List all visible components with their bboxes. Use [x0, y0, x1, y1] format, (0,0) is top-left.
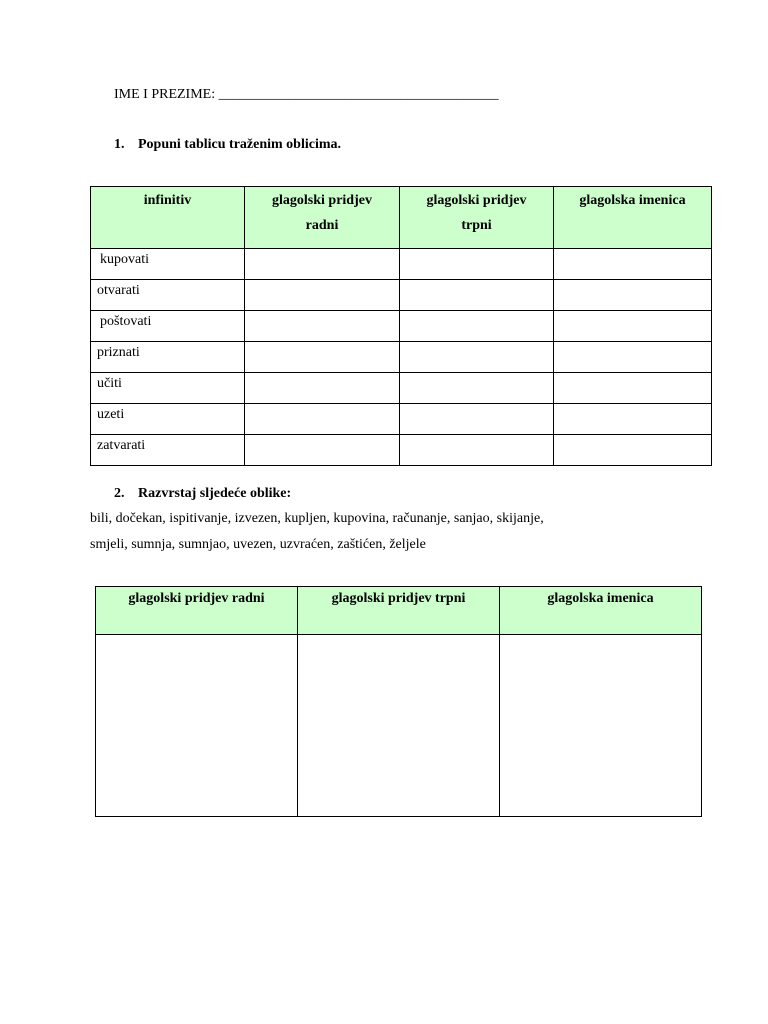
- answer-cell[interactable]: [245, 280, 400, 311]
- answer-cell[interactable]: [298, 635, 500, 817]
- answer-cell[interactable]: [400, 280, 554, 311]
- answer-cell[interactable]: [245, 249, 400, 280]
- word-list-line-1: bili, dočekan, ispitivanje, izvezen, kupljen, kupovina, računanje, sanjao, skijanje,: [90, 511, 544, 526]
- table-header-row: [91, 187, 712, 249]
- task1-heading: [114, 137, 341, 153]
- table-row: [91, 280, 712, 311]
- task2-heading: [114, 486, 291, 502]
- task1-title: Popuni tablicu traženim oblicima.: [138, 137, 341, 152]
- answer-cell[interactable]: [245, 373, 400, 404]
- task2-number: 2.: [114, 486, 125, 501]
- answer-cell[interactable]: [245, 435, 400, 466]
- header-verbal-noun: glagolska imenica: [500, 587, 702, 635]
- answer-cell[interactable]: [245, 342, 400, 373]
- table-row: [96, 635, 702, 817]
- answer-cell[interactable]: [554, 404, 712, 435]
- answer-cell[interactable]: [400, 249, 554, 280]
- sorting-table: [95, 586, 702, 817]
- answer-cell[interactable]: [400, 373, 554, 404]
- answer-cell[interactable]: [554, 373, 712, 404]
- task1-number: 1.: [114, 137, 125, 152]
- answer-cell[interactable]: [400, 311, 554, 342]
- table-row: [91, 373, 712, 404]
- answer-cell[interactable]: [400, 435, 554, 466]
- table-row: [91, 342, 712, 373]
- header-active-participle-text: glagolski pridjev radni: [272, 193, 372, 233]
- infinitive-cell: uzeti: [91, 404, 245, 435]
- header-infinitive: infinitiv: [91, 187, 245, 249]
- answer-cell[interactable]: [400, 404, 554, 435]
- answer-cell[interactable]: [554, 280, 712, 311]
- table-row: [91, 404, 712, 435]
- table-row: [91, 435, 712, 466]
- answer-cell[interactable]: [554, 342, 712, 373]
- header-active-participle: [245, 187, 400, 249]
- header-passive-participle: [400, 187, 554, 249]
- infinitive-cell: priznati: [91, 342, 245, 373]
- infinitive-cell: otvarati: [91, 280, 245, 311]
- infinitive-cell: poštovati: [91, 311, 245, 342]
- table-header-row: [96, 587, 702, 635]
- answer-cell[interactable]: [500, 635, 702, 817]
- answer-cell[interactable]: [554, 249, 712, 280]
- name-blank[interactable]: ________________________________________: [218, 87, 499, 102]
- answer-cell[interactable]: [554, 311, 712, 342]
- header-passive-participle: glagolski pridjev trpni: [298, 587, 500, 635]
- answer-cell[interactable]: [245, 404, 400, 435]
- infinitive-cell: učiti: [91, 373, 245, 404]
- name-label: IME I PREZIME:: [114, 87, 216, 102]
- infinitive-cell: zatvarati: [91, 435, 245, 466]
- answer-cell[interactable]: [554, 435, 712, 466]
- header-verbal-noun: glagolska imenica: [554, 187, 712, 249]
- infinitive-cell: kupovati: [91, 249, 245, 280]
- table-row: [91, 249, 712, 280]
- header-passive-participle-text: glagolski pridjev trpni: [426, 193, 527, 233]
- task2-title: Razvrstaj sljedeće oblike:: [138, 486, 292, 501]
- forms-table: [90, 186, 712, 466]
- header-active-participle: glagolski pridjev radni: [96, 587, 298, 635]
- answer-cell[interactable]: [96, 635, 298, 817]
- table-row: [91, 311, 712, 342]
- word-list-line-2: smjeli, sumnja, sumnjao, uvezen, uzvraćen, zaštićen, željele: [90, 537, 426, 552]
- name-line: [114, 87, 499, 103]
- answer-cell[interactable]: [400, 342, 554, 373]
- answer-cell[interactable]: [245, 311, 400, 342]
